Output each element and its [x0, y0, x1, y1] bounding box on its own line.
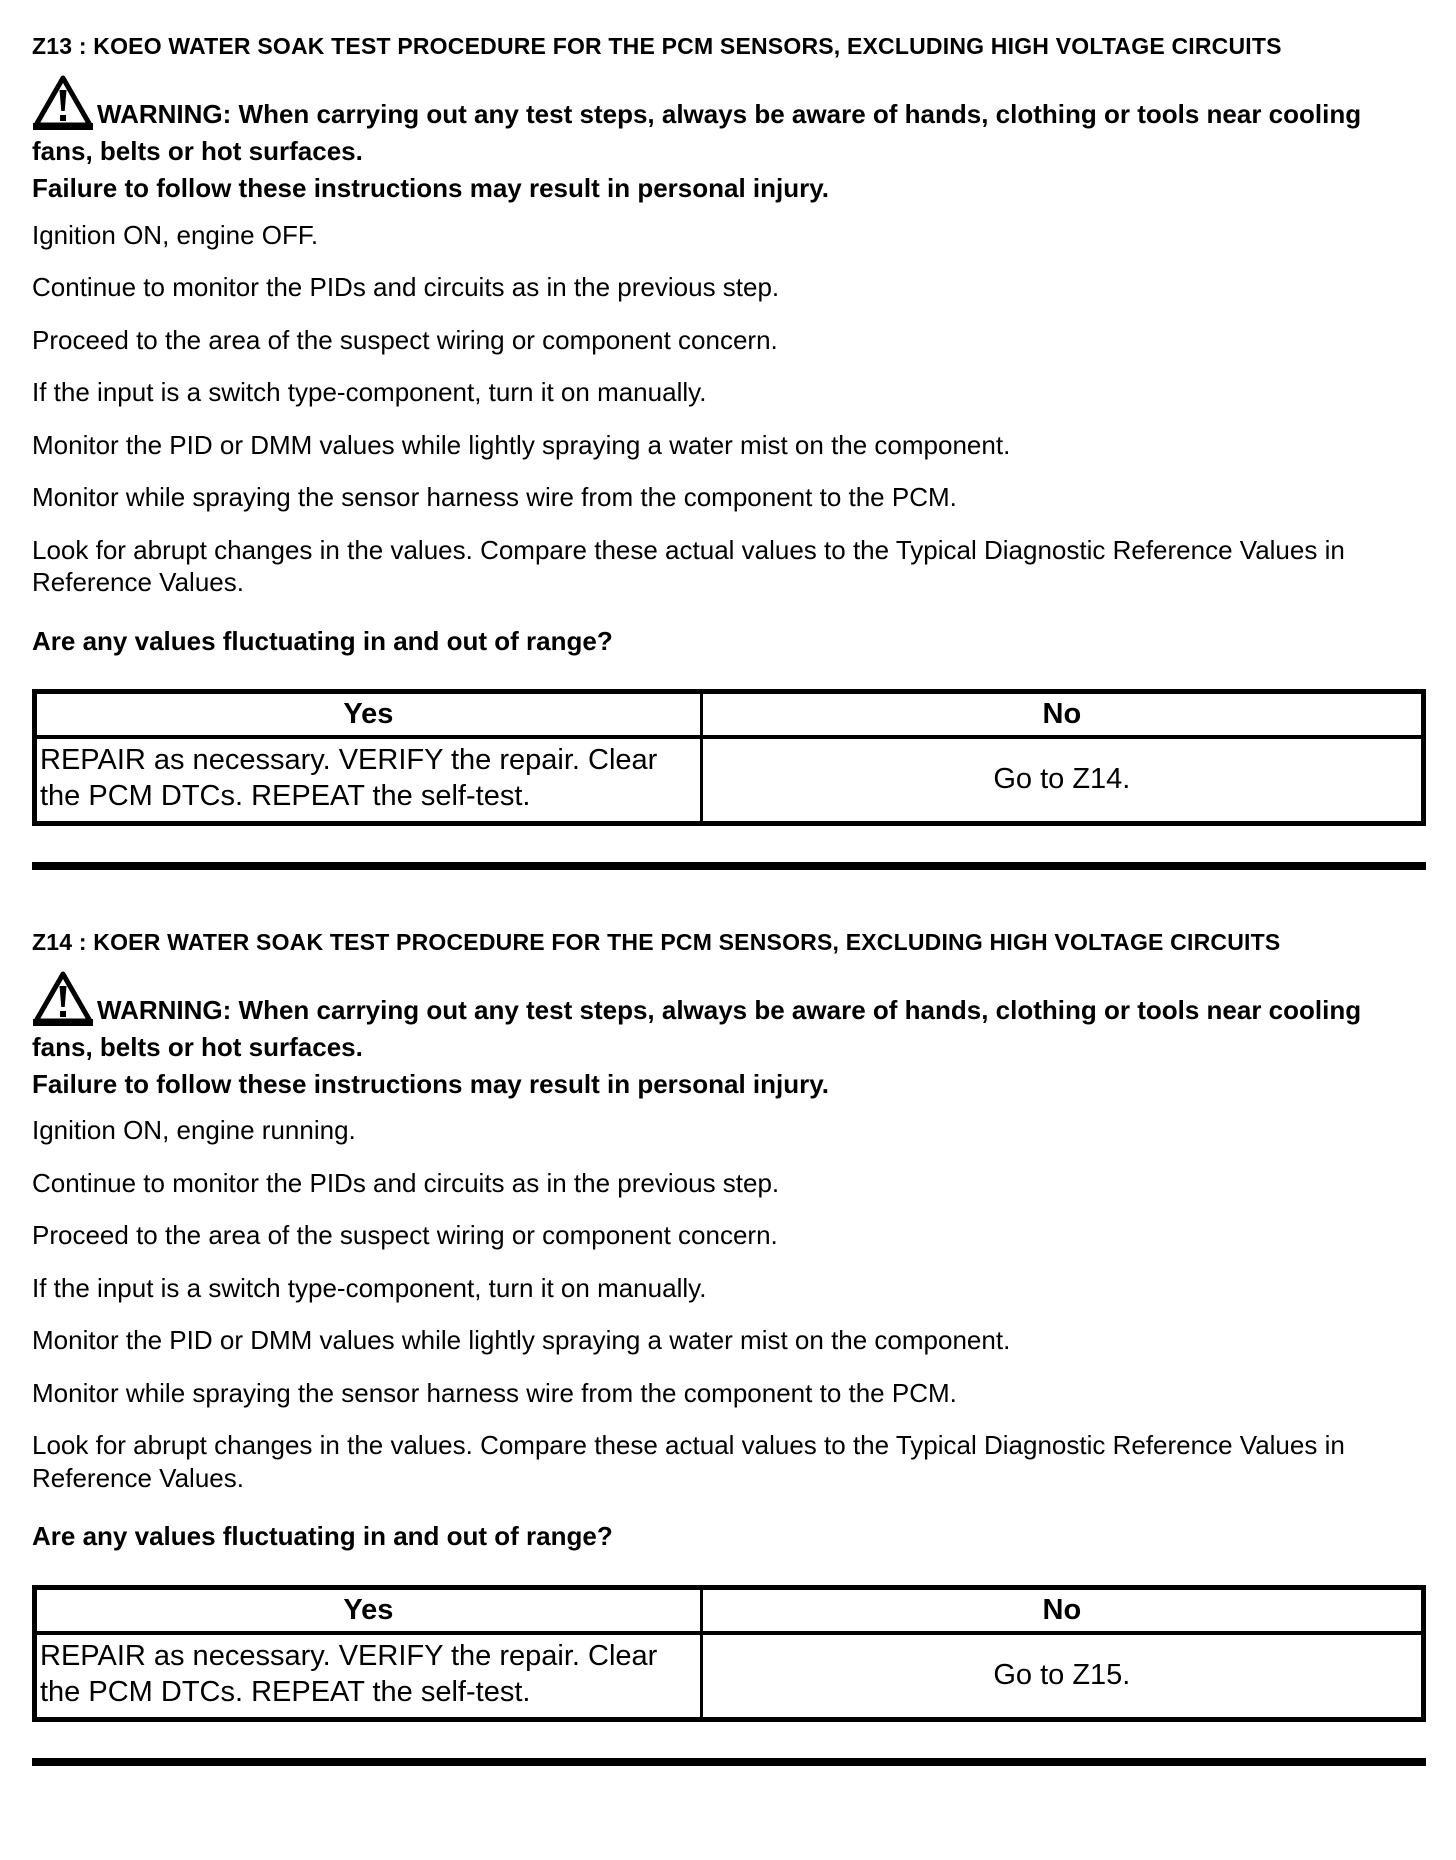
warning-failure-text: Failure to follow these instructions may result in personal injury.	[32, 1068, 829, 1099]
table-row	[35, 1633, 1424, 1719]
warning-triangle-icon	[32, 971, 94, 1029]
table-header-yes: Yes	[35, 1587, 702, 1633]
warning-triangle-icon	[32, 75, 94, 133]
warning-text: WARNING: When carrying out any test steps, always be aware of hands, clothing or tools near cooling fans, belts or hot surfaces.	[32, 98, 1362, 166]
procedure-step: Look for abrupt changes in the values. Compare these actual values to the Typical Diagnostic Reference Values in Reference Values.	[32, 534, 1345, 598]
procedure-step: If the input is a switch type-component, turn it on manually.	[32, 1272, 707, 1303]
decision-table	[32, 1585, 1426, 1722]
table-header-row	[35, 692, 1424, 738]
warning-line	[32, 75, 1426, 170]
section-z14	[32, 924, 1426, 1766]
warning-failure-text: Failure to follow these instructions may result in personal injury.	[32, 172, 829, 203]
table-header-yes: Yes	[35, 692, 702, 738]
procedure-step: Continue to monitor the PIDs and circuits as in the previous step.	[32, 272, 780, 303]
procedure-step: Continue to monitor the PIDs and circuits as in the previous step.	[32, 1167, 780, 1198]
decision-question: Are any values fluctuating in and out of range?	[32, 1521, 613, 1552]
table-header-no: No	[701, 1587, 1423, 1633]
procedure-step: Monitor the PID or DMM values while lightly spraying a water mist on the component.	[32, 429, 1011, 460]
procedure-step: Ignition ON, engine OFF.	[32, 219, 319, 250]
section-title: Z13 : KOEO WATER SOAK TEST PROCEDURE FOR THE PCM SENSORS, EXCLUDING HIGH VOLTAGE CIRCUITS	[32, 33, 1282, 59]
procedure-step: Ignition ON, engine running.	[32, 1115, 356, 1146]
table-row	[35, 737, 1424, 823]
table-header-no: No	[701, 692, 1423, 738]
warning-text: WARNING: When carrying out any test steps, always be aware of hands, clothing or tools near cooling fans, belts or hot surfaces.	[32, 994, 1362, 1062]
procedure-step: Proceed to the area of the suspect wiring or component concern.	[32, 324, 778, 355]
procedure-step: Proceed to the area of the suspect wiring or component concern.	[32, 1220, 778, 1251]
yes-action-cell: REPAIR as necessary. VERIFY the repair. Clear the PCM DTCs. REPEAT the self-test.	[35, 737, 702, 823]
no-action-cell: Go to Z15.	[701, 1633, 1423, 1719]
procedure-step: If the input is a switch type-component, turn it on manually.	[32, 377, 707, 408]
yes-action-cell: REPAIR as necessary. VERIFY the repair. Clear the PCM DTCs. REPEAT the self-test.	[35, 1633, 702, 1719]
procedure-step: Monitor while spraying the sensor harness wire from the component to the PCM.	[32, 1377, 957, 1408]
section-divider	[32, 1758, 1426, 1766]
table-header-row	[35, 1587, 1424, 1633]
section-z13	[32, 28, 1426, 870]
warning-block	[32, 971, 1426, 1103]
procedure-step: Monitor while spraying the sensor harness wire from the component to the PCM.	[32, 482, 957, 513]
procedure-step: Look for abrupt changes in the values. Compare these actual values to the Typical Diagnostic Reference Values in Reference Values.	[32, 1430, 1345, 1493]
procedure-step: Monitor the PID or DMM values while lightly spraying a water mist on the component.	[32, 1325, 1011, 1356]
section-divider	[32, 862, 1426, 870]
warning-line	[32, 971, 1426, 1066]
warning-block	[32, 75, 1426, 207]
decision-table	[32, 689, 1426, 826]
section-title: Z14 : KOER WATER SOAK TEST PROCEDURE FOR THE PCM SENSORS, EXCLUDING HIGH VOLTAGE CIRCUITS	[32, 928, 1281, 955]
no-action-cell: Go to Z14.	[701, 737, 1423, 823]
decision-question: Are any values fluctuating in and out of range?	[32, 625, 613, 656]
